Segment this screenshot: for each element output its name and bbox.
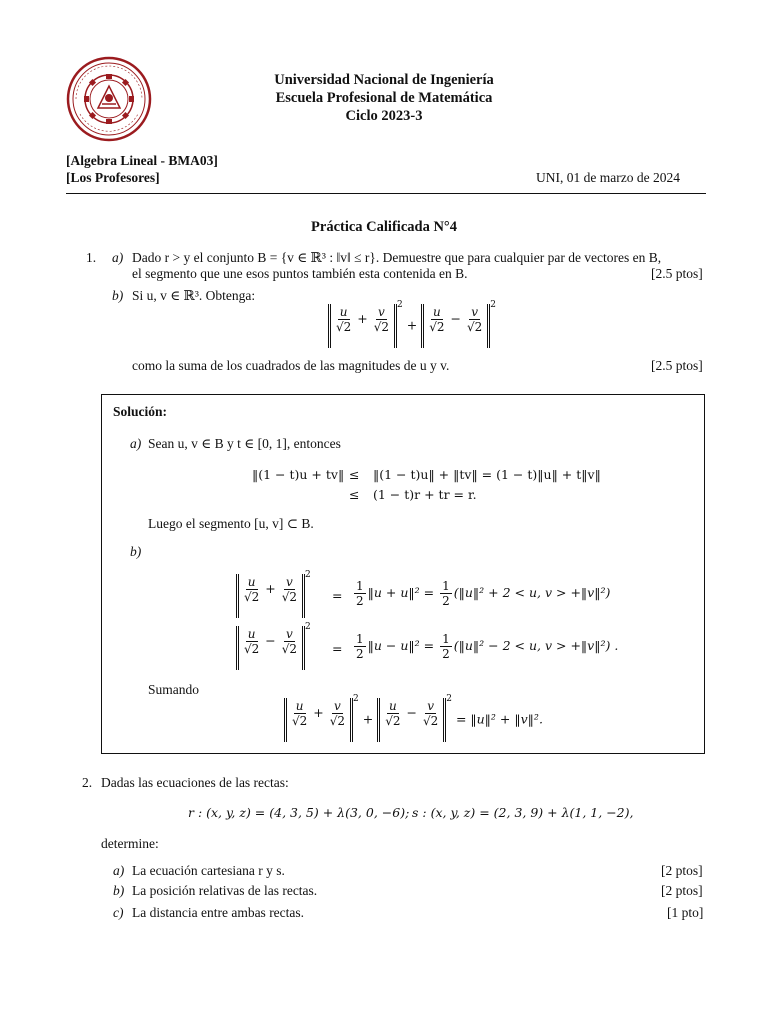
problem-1-number: 1. (86, 250, 97, 265)
cycle-label: Ciclo 2023-3 (345, 108, 423, 124)
problem-2b-points: [2 ptos] (661, 883, 703, 898)
problem-2-number: 2. (82, 775, 93, 790)
solution-a-eq1-lhs: ‖(1 − t)u + tv‖ (252, 467, 345, 482)
solution-a-eq1-relation: ≤ (349, 467, 360, 482)
problem-2-intro: Dadas las ecuaciones de las rectas: (101, 775, 289, 790)
problem-1b-equation: $\frac{u}{√2}$ + $\frac{v}{√2}$ $^2$ + $\frac{u}{√2}$ − $\frac{v}{√2}$ $^2$ (328, 304, 496, 348)
date-label: UNI, 01 de marzo de 2024 (536, 170, 680, 185)
problem-2a-text: La ecuación cartesiana r y s. (132, 863, 285, 878)
problem-1a-label: a) (112, 250, 124, 265)
line-s-equation: s : (x, y, z) = (2, 3, 9) + λ(1, 1, −2), (412, 805, 634, 820)
problem-2-determine: determine: (101, 836, 159, 851)
solution-b-eq2-lhs: $\frac{u}{√2}$ − $\frac{v}{√2}$ $^2$ (236, 626, 311, 670)
problem-1a-points: [2.5 ptos] (651, 266, 703, 281)
problem-1b-points: [2.5 ptos] (651, 358, 703, 373)
problem-2c-points: [1 pto] (667, 905, 704, 920)
solution-a-eq2-rhs: (1 − t)r + tr = r. (373, 487, 477, 502)
problem-1b-label: b) (112, 288, 124, 303)
solution-a-intro: Sean u, v ∈ B y t ∈ [0, 1], entonces (148, 436, 341, 451)
solution-b-eq2-equals: = (332, 641, 343, 656)
problem-1b-text-line1: Si u, v ∈ ℝ³. Obtenga: (132, 288, 256, 303)
problem-1b-text-line2: como la suma de los cuadrados de las magnitudes de u y v. (132, 358, 450, 373)
professors-label: [Los Profesores] (66, 170, 160, 185)
solution-b-eq2-rhs: $\frac{1}{2}$ ‖u − u‖² = $\frac{1}{2}$ (‖u‖² − 2 < u, v > +‖v‖²) . (356, 632, 619, 661)
solution-b-eq1-rhs: $\frac{1}{2}$ ‖u + u‖² = $\frac{1}{2}$ (‖u‖² + 2 < u, v > +‖v‖²) (356, 579, 611, 608)
problem-2c-text: La distancia entre ambas rectas. (132, 905, 305, 920)
school-name: Escuela Profesional de Matemática (275, 90, 493, 106)
solution-sum-equation: $\frac{u}{√2}$ + $\frac{v}{√2}$ $^2$ + $\frac{u}{√2}$ − $\frac{v}{√2}$ $^2$ = ‖u‖² + ‖v‖². (284, 698, 543, 742)
solution-b-eq1-lhs: $\frac{u}{√2}$ + $\frac{v}{√2}$ $^2$ (236, 574, 311, 618)
problem-2a-label: a) (113, 863, 125, 878)
solution-heading: Solución: (113, 404, 168, 419)
solution-b-label: b) (130, 544, 142, 559)
problem-2b-text: La posición relativas de las rectas. (132, 883, 318, 898)
problem-2a-points: [2 ptos] (661, 863, 703, 878)
exam-title: Práctica Calificada N°4 (311, 219, 457, 235)
problem-1a-text-line1: Dado r > y el conjunto B = {v ∈ ℝ³ : ‖v‖ ≤ r}. Demuestre que para cualquier par de vectores en B, (132, 250, 662, 265)
header-divider (66, 193, 706, 194)
solution-a-label: a) (130, 436, 142, 451)
problem-1a-text-line2: el segmento que une esos puntos también esta contenida en B. (132, 266, 468, 281)
problem-2b-label: b) (113, 883, 125, 898)
line-r-equation: r : (x, y, z) = (4, 3, 5) + λ(3, 0, −6); (188, 805, 410, 820)
course-label: [Algebra Lineal - BMA03] (66, 153, 218, 168)
solution-a-conclusion: Luego el segmento [u, v] ⊂ B. (148, 516, 314, 531)
problem-2c-label: c) (113, 905, 124, 920)
university-name: Universidad Nacional de Ingeniería (274, 72, 494, 88)
solution-a-eq1-rhs: ‖(1 − t)u‖ + ‖tv‖ = (1 − t)‖u‖ + t‖v‖ (373, 467, 601, 482)
solution-a-eq2-relation: ≤ (349, 487, 360, 502)
solution-sum-label: Sumando (148, 682, 200, 697)
solution-b-eq1-equals: = (332, 588, 343, 603)
